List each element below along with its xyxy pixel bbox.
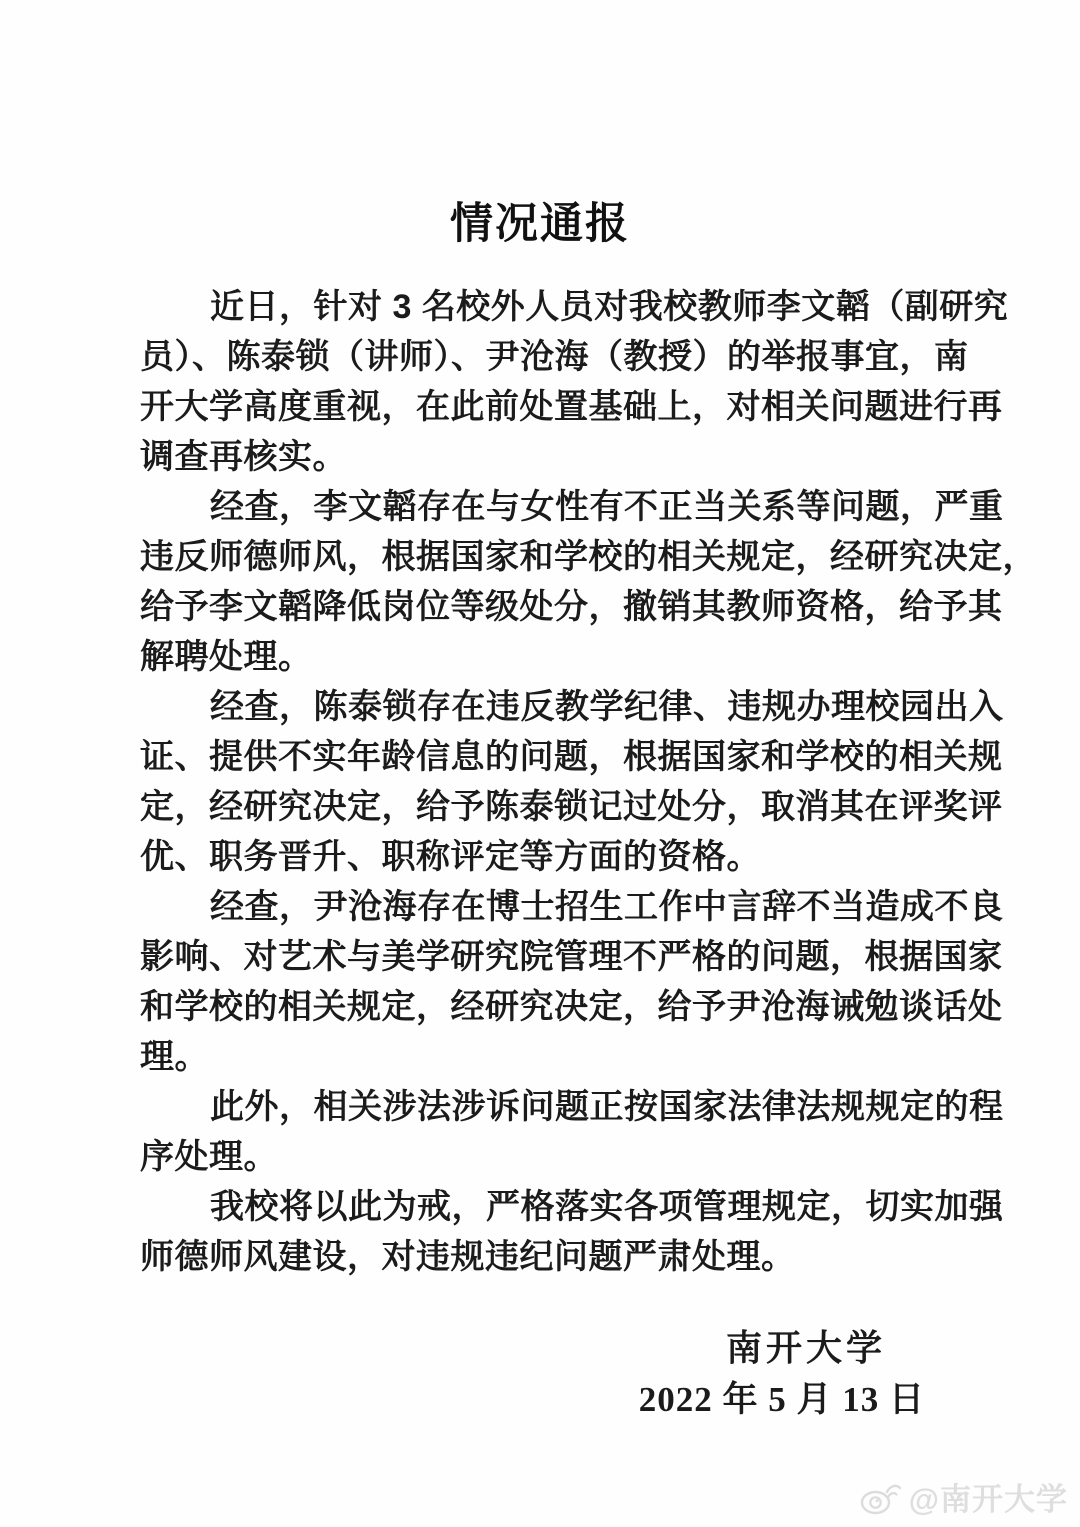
paragraph-line: 序处理。 — [140, 1138, 278, 1176]
weibo-watermark — [860, 1474, 1068, 1519]
paragraph-line: 解聘处理。 — [140, 638, 313, 676]
paragraph-line: 经查，陈泰锁存在违反教学纪律、违规办理校园出入 — [210, 688, 1004, 726]
paragraph-line: 经查，尹沧海存在博士招生工作中言辞不当造成不良 — [210, 888, 1004, 926]
document-title: 情况通报 — [450, 200, 630, 248]
watermark-text: @南开大学 — [908, 1482, 1068, 1517]
paragraph-line: 经查，李文韜存在与女性有不正当关系等问题，严重 — [210, 488, 1004, 526]
paragraph-line: 理。 — [140, 1038, 209, 1076]
paragraph-line: 优、职务晋升、职称评定等方面的资格。 — [140, 838, 761, 876]
paragraph-line: 和学校的相关规定，经研究决定，给予尹沧海诫勉谈话处 — [140, 988, 1003, 1026]
weibo-icon — [860, 1479, 902, 1515]
paragraph-line: 证、提供不实年龄信息的问题，根据国家和学校的相关规 — [140, 738, 1003, 776]
paragraph-line: 违反师德师风，根据国家和学校的相关规定，经研究决定， — [140, 538, 1037, 576]
paragraph-line: 影响、对艺术与美学研究院管理不严格的问题，根据国家 — [140, 938, 1003, 976]
paragraph-line: 师德师风建设，对违规违纪问题严肃处理。 — [140, 1238, 796, 1276]
paragraph-line: 员）、陈泰锁（讲师）、尹沧海（教授）的举报事宜，南 — [140, 338, 969, 376]
document-body — [140, 282, 1037, 1282]
paragraph-line: 开大学高度重视，在此前处置基础上，对相关问题进行再 — [140, 388, 1003, 426]
signature-org: 南开大学 — [725, 1327, 886, 1368]
paragraph-line: 定，经研究决定，给予陈泰锁记过处分，取消其在评奖评 — [140, 788, 1003, 826]
paragraph-line: 此外，相关涉法涉诉问题正按国家法律法规规定的程 — [210, 1088, 1004, 1126]
paragraph-line: 调查再核实。 — [140, 438, 347, 476]
paragraph-line: 我校将以此为戒，严格落实各项管理规定，切实加强 — [210, 1188, 1004, 1226]
signature-date: 2022 年 5 月 13 日 — [638, 1380, 925, 1419]
paragraph-line: 近日，针对 3 名校外人员对我校教师李文韜（副研究 — [210, 288, 1009, 326]
paragraph-line: 给予李文韜降低岗位等级处分，撤销其教师资格，给予其 — [140, 588, 1003, 626]
